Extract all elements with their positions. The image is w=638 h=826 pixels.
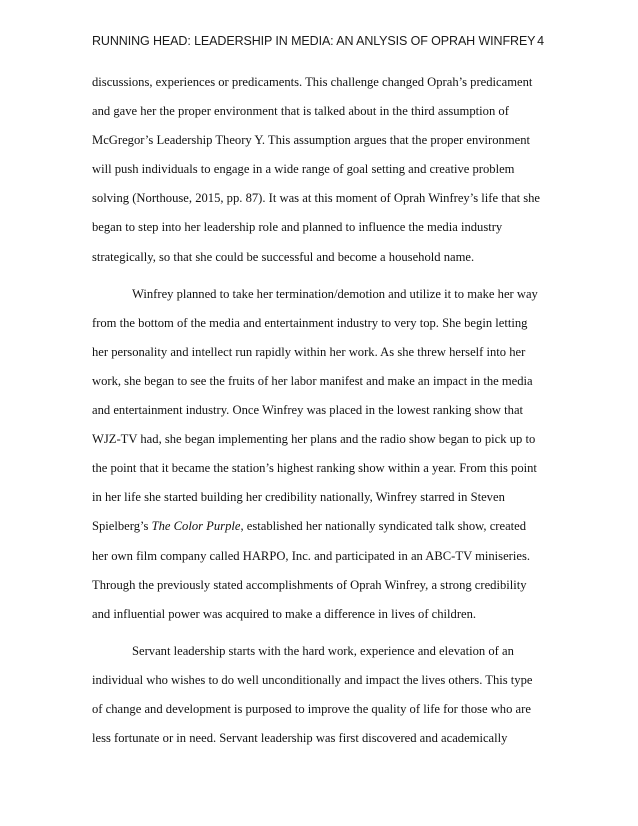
film-title: The Color Purple <box>151 519 241 534</box>
text-line: will push individuals to engage in a wide range of goal setting and creative problem <box>92 162 515 177</box>
paragraph-2 <box>92 280 552 629</box>
text-line: McGregor’s Leadership Theory Y. This assumption argues that the proper environment <box>92 133 531 148</box>
text-line: and entertainment industry. Once Winfrey was placed in the lowest ranking show that <box>92 403 524 418</box>
text-line: began to step into her leadership role and planned to influence the media industry <box>92 220 503 235</box>
text-line: from the bottom of the media and entertainment industry to very top. She begin letting <box>92 315 528 330</box>
text-segment: , established her nationally syndicated talk show, created <box>240 519 527 534</box>
paragraph-spacer <box>92 629 552 637</box>
text-line-with-title <box>92 512 552 541</box>
paragraph-1 <box>92 68 552 272</box>
paragraph-3 <box>92 637 552 753</box>
text-line: and gave her the proper environment that is talked about in the third assumption of <box>92 104 509 119</box>
text-line: WJZ-TV had, she began implementing her plans and the radio show began to pick up to <box>92 432 536 447</box>
text-line: Winfrey planned to take her termination/demotion and utilize it to make her way <box>132 286 538 301</box>
text-line: Through the previously stated accomplishments of Oprah Winfrey, a strong credibility <box>92 577 527 592</box>
text-line: strategically, so that she could be successful and become a household name. <box>92 249 475 264</box>
page-header <box>92 34 544 54</box>
page-number: 4 <box>537 34 544 48</box>
paragraph-spacer <box>92 272 552 280</box>
text-line: work, she began to see the fruits of her labor manifest and make an impact in the media <box>92 373 533 388</box>
text-line: the point that it became the station’s highest ranking show within a year. From this point <box>92 461 537 476</box>
text-line: solving (Northouse, 2015, pp. 87). It was at this moment of Oprah Winfrey’s life that she <box>92 191 541 206</box>
text-line: in her life she started building her credibility nationally, Winfrey starred in Steven <box>92 490 505 505</box>
text-line: of change and development is purposed to improve the quality of life for those who are <box>92 701 531 716</box>
document-body <box>92 68 552 753</box>
text-line: individual who wishes to do well unconditionally and impact the lives others. This type <box>92 672 533 687</box>
text-line: her own film company called HARPO, Inc. and participated in an ABC-TV miniseries. <box>92 548 531 563</box>
text-line: less fortunate or in need. Servant leadership was first discovered and academically <box>92 731 508 746</box>
running-head: RUNNING HEAD: LEADERSHIP IN MEDIA: AN ANLYSIS OF OPRAH WINFREY <box>92 34 536 48</box>
text-line: her personality and intellect run rapidly within her work. As she threw herself into her <box>92 344 526 359</box>
text-line: discussions, experiences or predicaments. This challenge changed Oprah’s predicament <box>92 75 533 89</box>
text-line: and influential power was acquired to make a difference in lives of children. <box>92 606 477 621</box>
text-line: Servant leadership starts with the hard work, experience and elevation of an <box>132 643 514 658</box>
text-segment: Spielberg’s <box>92 519 152 534</box>
